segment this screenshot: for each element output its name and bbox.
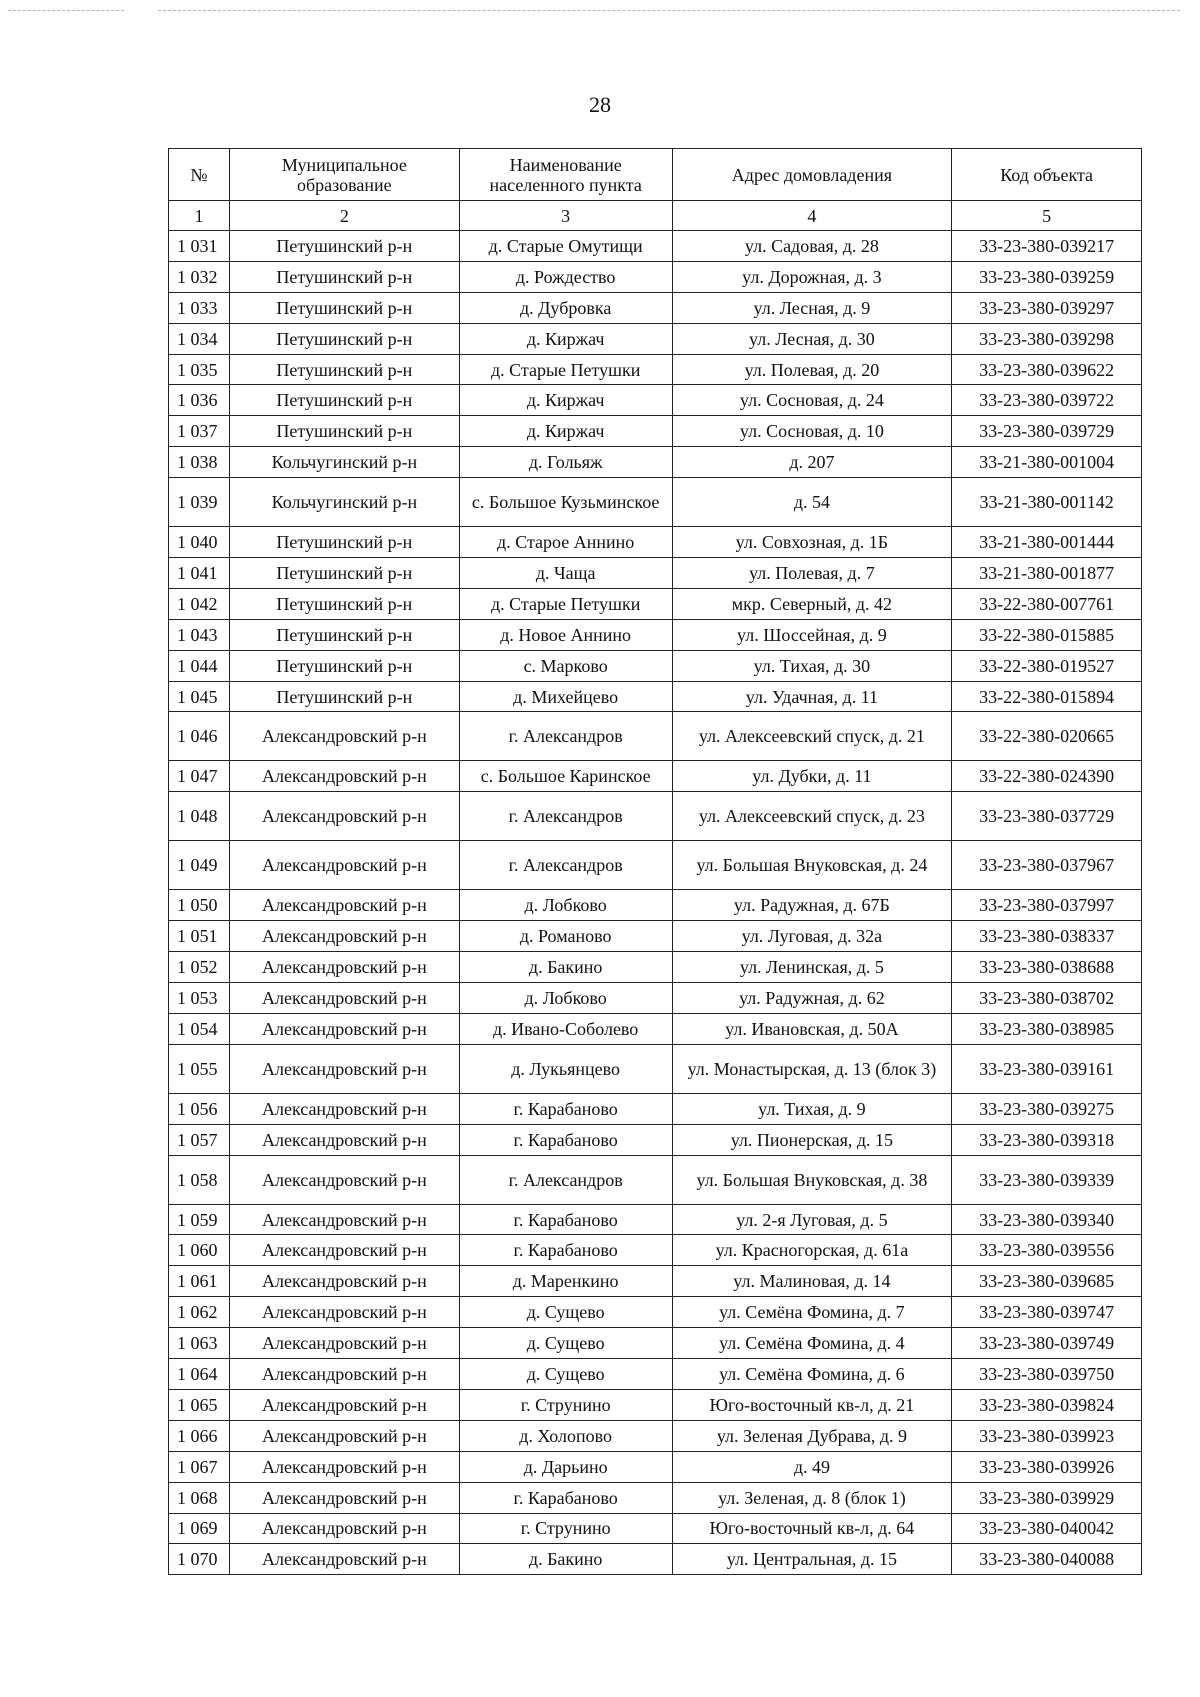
object-code-cell: 33-22-380-019527 <box>952 650 1142 681</box>
row-number: 1 060 <box>169 1235 230 1266</box>
municipality-cell: Александровский р-н <box>229 1235 459 1266</box>
object-code-cell: 33-21-380-001877 <box>952 558 1142 589</box>
row-number: 1 068 <box>169 1482 230 1513</box>
row-number: 1 066 <box>169 1420 230 1451</box>
page-number: 28 <box>589 92 611 117</box>
settlement-cell: д. Киржач <box>459 323 672 354</box>
municipality-cell: Петушинский р-н <box>229 527 459 558</box>
object-code-cell: 33-23-380-039622 <box>952 354 1142 385</box>
row-number: 1 058 <box>169 1155 230 1204</box>
table-row <box>169 983 1142 1014</box>
table-row <box>169 1544 1142 1575</box>
settlement-cell: г. Струнино <box>459 1513 672 1544</box>
municipality-cell: Петушинский р-н <box>229 323 459 354</box>
municipality-cell: Петушинский р-н <box>229 354 459 385</box>
row-number: 1 048 <box>169 792 230 841</box>
header-address: Адрес домовладения <box>672 149 952 201</box>
address-cell: ул. Полевая, д. 20 <box>672 354 952 385</box>
object-code-cell: 33-23-380-037997 <box>952 890 1142 921</box>
settlement-cell: д. Сущево <box>459 1297 672 1328</box>
object-code-cell: 33-23-380-039929 <box>952 1482 1142 1513</box>
object-code-cell: 33-23-380-039318 <box>952 1124 1142 1155</box>
row-number: 1 045 <box>169 681 230 712</box>
address-cell: ул. Ивановская, д. 50А <box>672 1013 952 1044</box>
table-row <box>169 385 1142 416</box>
object-code-cell: 33-21-380-001004 <box>952 447 1142 478</box>
table-row <box>169 1359 1142 1390</box>
object-code-cell: 33-23-380-039556 <box>952 1235 1142 1266</box>
row-number: 1 046 <box>169 712 230 761</box>
table-row <box>169 478 1142 527</box>
column-index: 4 <box>672 201 952 231</box>
settlement-cell: д. Бакино <box>459 1544 672 1575</box>
municipality-cell: Петушинский р-н <box>229 231 459 262</box>
row-number: 1 037 <box>169 416 230 447</box>
municipality-cell: Александровский р-н <box>229 712 459 761</box>
row-number: 1 033 <box>169 292 230 323</box>
header-row <box>169 149 1142 201</box>
table-row <box>169 416 1142 447</box>
row-number: 1 063 <box>169 1328 230 1359</box>
object-code-cell: 33-23-380-038985 <box>952 1013 1142 1044</box>
settlement-cell: г. Струнино <box>459 1389 672 1420</box>
table-header <box>169 149 1142 201</box>
municipality-cell: Александровский р-н <box>229 1513 459 1544</box>
row-number: 1 065 <box>169 1389 230 1420</box>
settlement-cell: г. Карабаново <box>459 1093 672 1124</box>
address-cell: ул. Большая Внуковская, д. 38 <box>672 1155 952 1204</box>
object-code-cell: 33-22-380-020665 <box>952 712 1142 761</box>
settlement-cell: д. Киржач <box>459 385 672 416</box>
object-code-cell: 33-21-380-001142 <box>952 478 1142 527</box>
municipality-cell: Кольчугинский р-н <box>229 478 459 527</box>
table-row <box>169 650 1142 681</box>
row-number: 1 061 <box>169 1266 230 1297</box>
table-row <box>169 354 1142 385</box>
table-row <box>169 1044 1142 1093</box>
address-cell: ул. Тихая, д. 30 <box>672 650 952 681</box>
row-number: 1 031 <box>169 231 230 262</box>
municipality-cell: Александровский р-н <box>229 1204 459 1235</box>
settlement-cell: д. Лукьянцево <box>459 1044 672 1093</box>
row-number: 1 032 <box>169 261 230 292</box>
settlement-cell: с. Большое Каринское <box>459 761 672 792</box>
address-cell: д. 207 <box>672 447 952 478</box>
row-number: 1 069 <box>169 1513 230 1544</box>
table-row <box>169 890 1142 921</box>
table-row <box>169 952 1142 983</box>
settlement-cell: д. Ивано-Соболево <box>459 1013 672 1044</box>
row-number: 1 040 <box>169 527 230 558</box>
settlement-cell: д. Лобково <box>459 890 672 921</box>
object-code-cell: 33-23-380-039749 <box>952 1328 1142 1359</box>
table-row <box>169 1093 1142 1124</box>
settlement-cell: д. Михейцево <box>459 681 672 712</box>
settlement-cell: с. Большое Кузьминское <box>459 478 672 527</box>
address-cell: д. 54 <box>672 478 952 527</box>
settlement-cell: д. Старое Аннино <box>459 527 672 558</box>
address-cell: ул. Центральная, д. 15 <box>672 1544 952 1575</box>
municipality-cell: Александровский р-н <box>229 890 459 921</box>
address-cell: ул. Дубки, д. 11 <box>672 761 952 792</box>
object-code-cell: 33-23-380-039161 <box>952 1044 1142 1093</box>
settlement-cell: г. Карабаново <box>459 1235 672 1266</box>
municipality-cell: Александровский р-н <box>229 921 459 952</box>
settlement-cell: д. Старые Омутищи <box>459 231 672 262</box>
address-cell: ул. Зеленая Дубрава, д. 9 <box>672 1420 952 1451</box>
scan-edge-line <box>158 10 1180 11</box>
address-cell: ул. Садовая, д. 28 <box>672 231 952 262</box>
row-number: 1 042 <box>169 588 230 619</box>
table-row <box>169 619 1142 650</box>
table-row <box>169 1297 1142 1328</box>
object-code-cell: 33-23-380-039217 <box>952 231 1142 262</box>
settlement-cell: д. Киржач <box>459 416 672 447</box>
table-row <box>169 1155 1142 1204</box>
object-code-cell: 33-23-380-040042 <box>952 1513 1142 1544</box>
municipality-cell: Александровский р-н <box>229 1155 459 1204</box>
address-cell: ул. Полевая, д. 7 <box>672 558 952 589</box>
address-cell: ул. Большая Внуковская, д. 24 <box>672 841 952 890</box>
municipality-cell: Александровский р-н <box>229 1044 459 1093</box>
object-code-cell: 33-23-380-038688 <box>952 952 1142 983</box>
row-number: 1 049 <box>169 841 230 890</box>
settlement-cell: г. Карабаново <box>459 1482 672 1513</box>
column-index: 3 <box>459 201 672 231</box>
row-number: 1 051 <box>169 921 230 952</box>
municipality-cell: Александровский р-н <box>229 1544 459 1575</box>
address-cell: ул. Алексеевский спуск, д. 21 <box>672 712 952 761</box>
address-cell: ул. Удачная, д. 11 <box>672 681 952 712</box>
table-row <box>169 1013 1142 1044</box>
table-row <box>169 231 1142 262</box>
object-code-cell: 33-22-380-024390 <box>952 761 1142 792</box>
address-cell: ул. Малиновая, д. 14 <box>672 1266 952 1297</box>
settlement-cell: д. Чаща <box>459 558 672 589</box>
municipality-cell: Александровский р-н <box>229 1297 459 1328</box>
column-index-row <box>169 201 1142 231</box>
row-number: 1 044 <box>169 650 230 681</box>
settlement-cell: г. Карабаново <box>459 1204 672 1235</box>
municipality-cell: Александровский р-н <box>229 1482 459 1513</box>
header-object-code: Код объекта <box>952 149 1142 201</box>
address-cell: ул. Радужная, д. 62 <box>672 983 952 1014</box>
settlement-cell: д. Рождество <box>459 261 672 292</box>
settlement-cell: д. Гольяж <box>459 447 672 478</box>
municipality-cell: Петушинский р-н <box>229 619 459 650</box>
row-number: 1 057 <box>169 1124 230 1155</box>
municipality-cell: Александровский р-н <box>229 1013 459 1044</box>
table-row <box>169 712 1142 761</box>
table-row <box>169 681 1142 712</box>
address-cell: ул. Пионерская, д. 15 <box>672 1124 952 1155</box>
registry-table <box>168 148 1142 1575</box>
table-row <box>169 921 1142 952</box>
table-row <box>169 261 1142 292</box>
object-code-cell: 33-22-380-015885 <box>952 619 1142 650</box>
address-cell: ул. Алексеевский спуск, д. 23 <box>672 792 952 841</box>
settlement-cell: г. Карабаново <box>459 1124 672 1155</box>
municipality-cell: Петушинский р-н <box>229 385 459 416</box>
row-number: 1 035 <box>169 354 230 385</box>
object-code-cell: 33-23-380-039259 <box>952 261 1142 292</box>
municipality-cell: Петушинский р-н <box>229 650 459 681</box>
table-row <box>169 1389 1142 1420</box>
object-code-cell: 33-23-380-039729 <box>952 416 1142 447</box>
settlement-cell: д. Сущево <box>459 1359 672 1390</box>
row-number: 1 052 <box>169 952 230 983</box>
row-number: 1 038 <box>169 447 230 478</box>
row-number: 1 055 <box>169 1044 230 1093</box>
address-cell: ул. Ленинская, д. 5 <box>672 952 952 983</box>
address-cell: ул. Луговая, д. 32а <box>672 921 952 952</box>
settlement-cell: д. Холопово <box>459 1420 672 1451</box>
settlement-cell: г. Александров <box>459 841 672 890</box>
row-number: 1 047 <box>169 761 230 792</box>
header-number: № <box>169 149 230 201</box>
table-row <box>169 447 1142 478</box>
address-cell: ул. Совхозная, д. 1Б <box>672 527 952 558</box>
object-code-cell: 33-23-380-038337 <box>952 921 1142 952</box>
municipality-cell: Александровский р-н <box>229 1359 459 1390</box>
settlement-cell: д. Сущево <box>459 1328 672 1359</box>
row-number: 1 067 <box>169 1451 230 1482</box>
row-number: 1 041 <box>169 558 230 589</box>
object-code-cell: 33-23-380-037967 <box>952 841 1142 890</box>
table-row <box>169 1124 1142 1155</box>
table-row <box>169 1420 1142 1451</box>
settlement-cell: д. Дарьино <box>459 1451 672 1482</box>
address-cell: ул. Дорожная, д. 3 <box>672 261 952 292</box>
table-row <box>169 588 1142 619</box>
settlement-cell: д. Дубровка <box>459 292 672 323</box>
municipality-cell: Александровский р-н <box>229 792 459 841</box>
header-settlement: Наименование населенного пункта <box>459 149 672 201</box>
object-code-cell: 33-22-380-015894 <box>952 681 1142 712</box>
address-cell: ул. Тихая, д. 9 <box>672 1093 952 1124</box>
scan-edge-line <box>8 10 124 11</box>
settlement-cell: д. Старые Петушки <box>459 588 672 619</box>
table-row <box>169 1204 1142 1235</box>
table-row <box>169 792 1142 841</box>
settlement-cell: д. Лобково <box>459 983 672 1014</box>
municipality-cell: Александровский р-н <box>229 1420 459 1451</box>
address-cell: ул. Лесная, д. 9 <box>672 292 952 323</box>
municipality-cell: Петушинский р-н <box>229 416 459 447</box>
table-body <box>169 201 1142 1575</box>
address-cell: ул. Монастырская, д. 13 (блок 3) <box>672 1044 952 1093</box>
object-code-cell: 33-22-380-007761 <box>952 588 1142 619</box>
row-number: 1 070 <box>169 1544 230 1575</box>
settlement-cell: д. Новое Аннино <box>459 619 672 650</box>
row-number: 1 062 <box>169 1297 230 1328</box>
address-cell: ул. 2-я Луговая, д. 5 <box>672 1204 952 1235</box>
table-row <box>169 527 1142 558</box>
object-code-cell: 33-21-380-001444 <box>952 527 1142 558</box>
object-code-cell: 33-23-380-039340 <box>952 1204 1142 1235</box>
municipality-cell: Александровский р-н <box>229 983 459 1014</box>
object-code-cell: 33-23-380-040088 <box>952 1544 1142 1575</box>
settlement-cell: д. Романово <box>459 921 672 952</box>
municipality-cell: Александровский р-н <box>229 1124 459 1155</box>
municipality-cell: Александровский р-н <box>229 1451 459 1482</box>
table-row <box>169 761 1142 792</box>
municipality-cell: Александровский р-н <box>229 1266 459 1297</box>
municipality-cell: Александровский р-н <box>229 761 459 792</box>
column-index: 1 <box>169 201 230 231</box>
object-code-cell: 33-23-380-039298 <box>952 323 1142 354</box>
table-row <box>169 1482 1142 1513</box>
municipality-cell: Петушинский р-н <box>229 261 459 292</box>
municipality-cell: Александровский р-н <box>229 1328 459 1359</box>
object-code-cell: 33-23-380-039923 <box>952 1420 1142 1451</box>
settlement-cell: д. Старые Петушки <box>459 354 672 385</box>
row-number: 1 064 <box>169 1359 230 1390</box>
row-number: 1 036 <box>169 385 230 416</box>
settlement-cell: с. Марково <box>459 650 672 681</box>
settlement-cell: г. Александров <box>459 712 672 761</box>
row-number: 1 039 <box>169 478 230 527</box>
object-code-cell: 33-23-380-039297 <box>952 292 1142 323</box>
row-number: 1 059 <box>169 1204 230 1235</box>
settlement-cell: д. Маренкино <box>459 1266 672 1297</box>
settlement-cell: д. Бакино <box>459 952 672 983</box>
address-cell: д. 49 <box>672 1451 952 1482</box>
object-code-cell: 33-23-380-039339 <box>952 1155 1142 1204</box>
object-code-cell: 33-23-380-039747 <box>952 1297 1142 1328</box>
row-number: 1 054 <box>169 1013 230 1044</box>
municipality-cell: Александровский р-н <box>229 1093 459 1124</box>
address-cell: Юго-восточный кв-л, д. 21 <box>672 1389 952 1420</box>
municipality-cell: Петушинский р-н <box>229 681 459 712</box>
row-number: 1 043 <box>169 619 230 650</box>
address-cell: ул. Семёна Фомина, д. 4 <box>672 1328 952 1359</box>
object-code-cell: 33-23-380-039824 <box>952 1389 1142 1420</box>
table-row <box>169 1235 1142 1266</box>
object-code-cell: 33-23-380-038702 <box>952 983 1142 1014</box>
column-index: 5 <box>952 201 1142 231</box>
address-cell: ул. Сосновая, д. 24 <box>672 385 952 416</box>
municipality-cell: Кольчугинский р-н <box>229 447 459 478</box>
table-row <box>169 292 1142 323</box>
object-code-cell: 33-23-380-039722 <box>952 385 1142 416</box>
object-code-cell: 33-23-380-037729 <box>952 792 1142 841</box>
address-cell: ул. Семёна Фомина, д. 7 <box>672 1297 952 1328</box>
object-code-cell: 33-23-380-039926 <box>952 1451 1142 1482</box>
address-cell: ул. Лесная, д. 30 <box>672 323 952 354</box>
address-cell: ул. Семёна Фомина, д. 6 <box>672 1359 952 1390</box>
table-row <box>169 1513 1142 1544</box>
settlement-cell: г. Александров <box>459 792 672 841</box>
row-number: 1 050 <box>169 890 230 921</box>
municipality-cell: Петушинский р-н <box>229 588 459 619</box>
column-index: 2 <box>229 201 459 231</box>
municipality-cell: Александровский р-н <box>229 1389 459 1420</box>
table-row <box>169 323 1142 354</box>
table-row <box>169 1266 1142 1297</box>
address-cell: мкр. Северный, д. 42 <box>672 588 952 619</box>
municipality-cell: Петушинский р-н <box>229 558 459 589</box>
row-number: 1 053 <box>169 983 230 1014</box>
header-municipality: Муниципальное образование <box>229 149 459 201</box>
municipality-cell: Александровский р-н <box>229 841 459 890</box>
municipality-cell: Петушинский р-н <box>229 292 459 323</box>
object-code-cell: 33-23-380-039685 <box>952 1266 1142 1297</box>
object-code-cell: 33-23-380-039275 <box>952 1093 1142 1124</box>
address-cell: ул. Зеленая, д. 8 (блок 1) <box>672 1482 952 1513</box>
address-cell: ул. Радужная, д. 67Б <box>672 890 952 921</box>
settlement-cell: г. Александров <box>459 1155 672 1204</box>
table-row <box>169 1451 1142 1482</box>
object-code-cell: 33-23-380-039750 <box>952 1359 1142 1390</box>
address-cell: ул. Шоссейная, д. 9 <box>672 619 952 650</box>
municipality-cell: Александровский р-н <box>229 952 459 983</box>
row-number: 1 056 <box>169 1093 230 1124</box>
row-number: 1 034 <box>169 323 230 354</box>
table-row <box>169 841 1142 890</box>
address-cell: Юго-восточный кв-л, д. 64 <box>672 1513 952 1544</box>
address-cell: ул. Красногорская, д. 61а <box>672 1235 952 1266</box>
table-row <box>169 558 1142 589</box>
table-row <box>169 1328 1142 1359</box>
address-cell: ул. Сосновая, д. 10 <box>672 416 952 447</box>
